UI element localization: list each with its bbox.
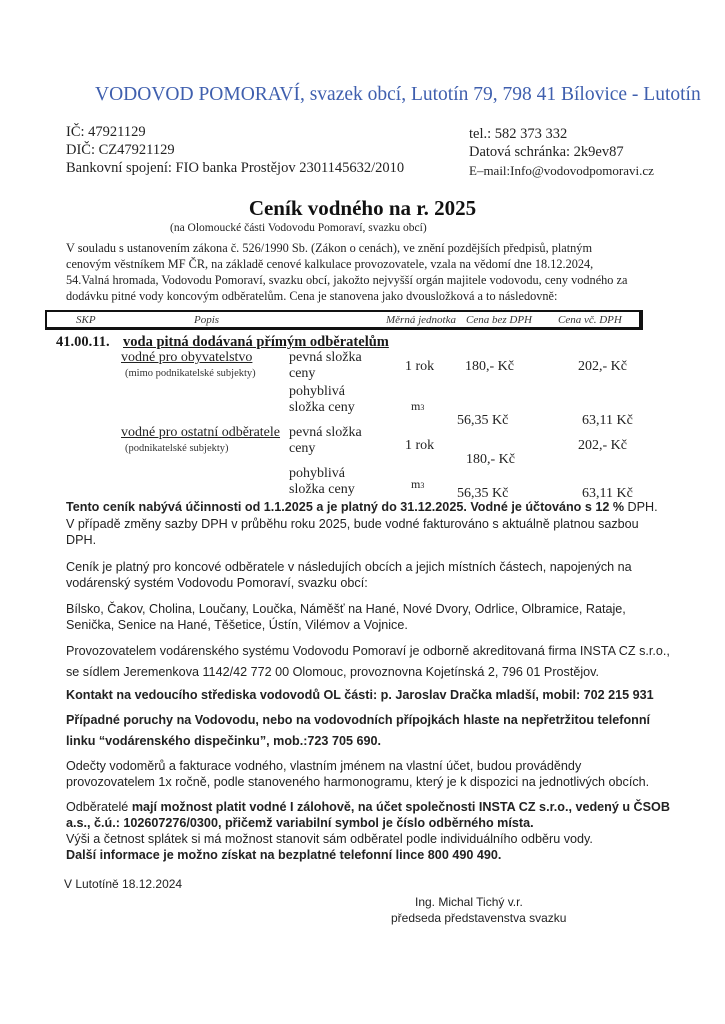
component-line-2: složka ceny [289, 482, 355, 497]
skp-code: 41.00.11. [56, 334, 110, 350]
page-title: Ceník vodného na r. 2025 [248, 196, 477, 220]
component-line-2: složka ceny [289, 400, 355, 415]
validity-line-2: V případě změny sazby DPH v průběhu roku 2025, bude vodné fakturováno s aktuálně platnou sazbou [66, 517, 639, 531]
price-ex-value: 180,- Kč [466, 452, 515, 467]
operator-line-2: se sídlem Jeremenkova 1142/42 772 00 Olomouc, provoznovna Kojetínská 2, 796 01 Prostějov. [66, 665, 599, 679]
faults-line-1: Případné poruchy na Vodovodu, nebo na vodovodních přípojkách hlaste na nepřetržitou telefonní [66, 713, 651, 727]
payment-lead: Odběratelé [66, 800, 132, 814]
letterhead-organization: VODOVOD POMORAVÍ, svazek obcí, Lutotín 79, 798 41 Bílovice - Lutotín [95, 84, 701, 105]
coverage-line-1: Ceník je platný pro koncové odběratele v následujích obcích a jejich místních částech, napojených na [66, 560, 632, 574]
payment-line-2: a.s., č.ú.: 102607276/0300, přičemž variabilní symbol je číslo odběrného místa. [66, 816, 534, 830]
component-line-1: pevná složka [289, 350, 362, 365]
header-skp: SKP [76, 314, 96, 326]
header-price-ex: Cena bez DPH [466, 314, 532, 326]
unit-value: 1 rok [405, 359, 435, 374]
intro-line-2: cenovým věstníkem MF ČR, na základě cenové kalkulace provozovatele, vzala na vědomí dne 18.12.2024, [66, 257, 594, 271]
component-line-1: pohyblivá [289, 384, 345, 399]
place-date: V Lutotíně 18.12.2024 [64, 877, 183, 891]
price-inc-value: 202,- Kč [578, 438, 627, 453]
group-note: (mimo podnikatelské subjekty) [125, 368, 256, 379]
intro-line-1: V souladu s ustanovením zákona č. 526/1990 Sb. (Zákon o cenách), ve znění pozdějších předpisů, platným [66, 241, 593, 255]
header-price-inc: Cena vč. DPH [558, 314, 622, 326]
readings-line-2: provozovatelem 1x ročně, podle stanoveného harmonogramu, který je k dispozici na jednotlivých obcích. [66, 775, 650, 789]
payment-line-3: Výši a četnost splátek si má možnost stanovit sám odběratel podle individuálního odběru vody. [66, 832, 593, 846]
validity-line-1 [66, 500, 658, 514]
validity-bold: Tento ceník nabývá účinnosti od 1.1.2025 a je platný do 31.12.2025. Vodné je účtováno s 12 % [66, 500, 625, 514]
unit-exponent: 3 [420, 403, 425, 412]
unit-base: m [411, 477, 421, 491]
validity-tail: DPH. [624, 500, 658, 514]
email-link[interactable]: E–mail:Info@vodovodpomoravi.cz [469, 163, 654, 178]
unit-value [411, 399, 424, 414]
company-id: IČ: 47921129 [66, 124, 146, 140]
faults-line-2: linku “vodárenského dispečinku”, mob.:723 705 690. [66, 734, 381, 748]
operator-line-1: Provozovatelem vodárenského systému Vodovodu Pomoraví je odborně akreditovaná firma INSTA CZ s.r.o., [66, 644, 670, 658]
signatory-role: předseda představenstva svazku [391, 911, 567, 925]
component-line-1: pevná složka [289, 425, 362, 440]
contact-line: Kontakt na vedoucího střediska vodovodů OL části: p. Jaroslav Dračka mladší, mobil: 702 215 931 [66, 688, 654, 702]
unit-value: 1 rok [405, 438, 435, 453]
payment-line-4: Další informace je možno získat na bezplatné telefonní lince 800 490 490. [66, 848, 502, 862]
payment-line-1 [66, 800, 670, 814]
towns-line-2: Senička, Senice na Hané, Těšetice, Ústín, Vilémov a Vojnice. [66, 618, 408, 632]
readings-line-1: Odečty vodoměrů a fakturace vodného, vlastním jménem na vlastní účet, budou prováděndy [66, 759, 582, 773]
group-name: vodné pro obyvatelstvo [121, 350, 253, 365]
component-line-2: ceny [289, 366, 316, 381]
price-ex-value: 180,- Kč [465, 359, 514, 374]
group-note: (podnikatelské subjekty) [125, 443, 229, 454]
phone: tel.: 582 373 332 [469, 126, 568, 142]
component-line-1: pohyblivá [289, 466, 345, 481]
price-ex-value: 56,35 Kč [457, 486, 509, 501]
intro-line-3: 54.Valná hromada, Vodovodu Pomoraví, svazku obcí, jakožto nejvyšší orgán majitele vodovodu, ceny vodného za [66, 273, 628, 287]
data-box: Datová schránka: 2k9ev87 [469, 144, 624, 160]
coverage-line-2: vodárenský systém Vodovodu Pomoraví, svazku obcí: [66, 576, 368, 590]
bank-account: Bankovní spojení: FIO banka Prostějov 2301145632/2010 [66, 160, 405, 176]
group-name: vodné pro ostatní odběratele [121, 425, 281, 440]
header-unit: Měrná jednotka [386, 314, 456, 326]
unit-base: m [411, 399, 421, 413]
unit-exponent: 3 [420, 481, 425, 490]
price-inc-value: 63,11 Kč [582, 486, 633, 501]
validity-line-3: DPH. [66, 533, 97, 547]
payment-bold-1: mají možnost platit vodné I zálohově, na účet společnosti INSTA CZ s.r.o., vedený u ČSOB [131, 800, 670, 814]
towns-line-1: Bílsko, Čakov, Cholina, Loučany, Loučka, Náměšť na Hané, Nové Dvory, Odrlice, Olbramice, Rataje, [66, 602, 626, 616]
price-ex-value: 56,35 Kč [457, 413, 509, 428]
table-header-box [45, 310, 643, 330]
header-popis: Popis [194, 314, 220, 326]
category-title: voda pitná dodávaná přímým odběratelům [123, 334, 389, 350]
price-inc-value: 63,11 Kč [582, 413, 633, 428]
price-inc-value: 202,- Kč [578, 359, 627, 374]
unit-value [411, 477, 424, 492]
component-line-2: ceny [289, 441, 316, 456]
intro-line-4: dodávku pitné vody koncovým odběratelům. Cena je stanovena jako dvousložková a to následovně: [66, 289, 558, 303]
vat-id: DIČ: CZ47921129 [66, 142, 175, 158]
page-subtitle: (na Olomoucké části Vodovodu Pomoraví, svazku obcí) [170, 222, 427, 234]
signatory-name: Ing. Michal Tichý v.r. [415, 895, 523, 909]
